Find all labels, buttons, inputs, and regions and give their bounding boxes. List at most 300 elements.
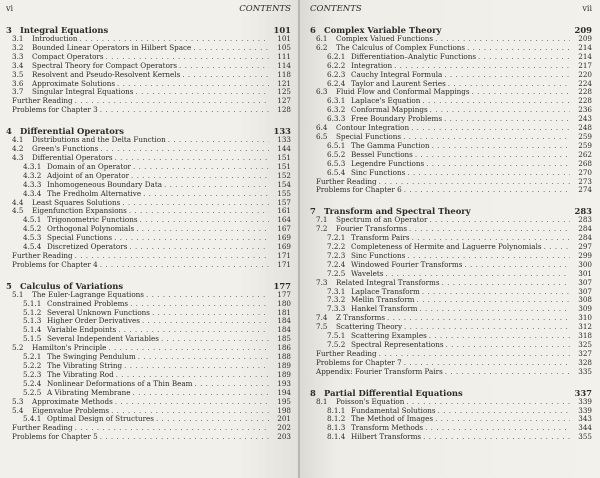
dot-leader <box>195 380 269 389</box>
entry-page: 217 <box>578 60 592 70</box>
entry-page: 203 <box>277 432 291 442</box>
entry-title: Spectrum of an Operator <box>336 215 428 225</box>
entry-number: 7.5.1 <box>327 331 346 341</box>
entry-page: 312 <box>578 322 592 332</box>
dot-leader <box>114 234 269 243</box>
dot-leader <box>140 216 269 225</box>
chapter-page: 283 <box>574 206 592 217</box>
dot-leader <box>467 44 570 53</box>
entry-page: 114 <box>277 60 291 70</box>
toc-right <box>310 25 592 442</box>
entry-title: Resolvent and Pseudo-Resolvent Kernels <box>32 69 181 79</box>
entry-title: Adjoint of an Operator <box>47 170 130 180</box>
entry-number: 7.3.1 <box>327 286 346 296</box>
dot-leader <box>138 353 269 362</box>
entry-title: Least Squares Solutions <box>32 197 121 207</box>
entry-title: Further Reading <box>316 176 377 186</box>
entry-number: 3.7 <box>12 87 24 97</box>
entry-page: 189 <box>277 361 291 370</box>
dot-leader <box>117 80 269 89</box>
entry-title: Further Reading <box>316 348 377 358</box>
entry-number: 6.3.3 <box>327 114 346 124</box>
entry-number: 3.3 <box>12 51 24 61</box>
entry-page: 325 <box>578 340 592 349</box>
entry-page: 167 <box>277 224 291 234</box>
entry-page: 180 <box>277 298 291 308</box>
entry-page: 300 <box>578 259 592 269</box>
entry-title: Cauchy Integral Formula <box>351 69 443 79</box>
entry-title: The Vibrating Rod <box>47 369 114 379</box>
entry-number: 6.2.3 <box>327 69 346 79</box>
entry-title: Hankel Transform <box>351 304 418 314</box>
entry-title: Hilbert Transforms <box>351 432 422 442</box>
chapter-title: Transform and Spectral Theory <box>324 206 471 217</box>
entry-page: 209 <box>578 34 592 43</box>
entry-page: 220 <box>578 69 592 79</box>
entry-title: Spectral Representations <box>351 340 444 349</box>
dot-leader <box>417 296 571 305</box>
entry-number: 5.1 <box>12 289 24 299</box>
dot-leader <box>404 186 570 195</box>
entry-number: 7.3.3 <box>327 304 346 314</box>
entry-page: 193 <box>277 378 291 388</box>
chapter-title: Partial Differential Equations <box>324 387 463 398</box>
entry-number: 5.1.2 <box>23 307 42 317</box>
entry-page: 259 <box>578 131 592 141</box>
entry-page: 128 <box>277 105 291 115</box>
entry-number: 7.5 <box>316 322 328 332</box>
chapter-number: 6 <box>310 25 316 35</box>
entry-number: 4.3.1 <box>23 161 42 171</box>
entry-number: 7.2.2 <box>327 242 346 252</box>
dot-leader <box>100 106 269 115</box>
entry-title: Legendre Functions <box>351 158 425 168</box>
entry-title: Approximate Solutions <box>32 78 116 88</box>
entry-number: 3.5 <box>12 69 24 79</box>
entry-page: 177 <box>277 289 291 299</box>
entry-title: Wavelets <box>351 268 384 278</box>
entry-number: 7.3.2 <box>327 295 346 305</box>
entry-page: 101 <box>277 34 291 43</box>
dot-leader <box>115 398 269 407</box>
entry-title: Complex Valued Functions <box>336 34 434 43</box>
dot-leader <box>168 136 269 145</box>
entry-page: 327 <box>578 348 592 358</box>
entry-page: 339 <box>578 405 592 415</box>
chapter-number: 8 <box>310 387 316 398</box>
chapter-title: Differential Operators <box>20 126 124 137</box>
entry-title: Fluid Flow and Conformal Mappings <box>336 87 470 97</box>
entry-page: 184 <box>277 316 291 326</box>
dot-leader <box>130 300 269 309</box>
entry-page: 339 <box>578 396 592 406</box>
entry-title: Laplace Transform <box>351 286 420 296</box>
entry-number: 7.4 <box>316 313 328 323</box>
dot-leader <box>387 314 570 323</box>
entry-page: 171 <box>277 250 291 260</box>
chapter-block <box>6 126 291 270</box>
entry-number: 3.2 <box>12 42 24 52</box>
entry-number: 5.3 <box>12 396 24 406</box>
entry-page: 194 <box>277 387 291 397</box>
entry-title: Scattering Examples <box>351 331 427 341</box>
entry-title: Mellin Transform <box>351 295 415 305</box>
entry-title: Constrained Problems <box>47 298 129 308</box>
chapter-number: 3 <box>6 25 12 35</box>
entry-title: Higher Order Derivatives <box>47 316 140 326</box>
entry-title: Compact Operators <box>32 51 104 61</box>
entry-page: 343 <box>578 414 592 424</box>
dot-leader <box>156 415 269 424</box>
entry-page: 202 <box>277 423 291 433</box>
entry-number: 6.5.4 <box>327 167 346 177</box>
entry-page: 184 <box>277 325 291 335</box>
entry-page: 248 <box>578 123 592 133</box>
entry-title: Appendix: Fourier Transform Pairs <box>316 366 443 376</box>
entry-page: 318 <box>578 331 592 341</box>
entry-title: Special Functions <box>47 233 113 243</box>
entry-page: 201 <box>277 414 291 424</box>
entry-page: 105 <box>277 42 291 52</box>
entry-page: 133 <box>277 135 291 145</box>
entry-title: Conformal Mappings <box>351 105 428 115</box>
entry-number: 6.2.2 <box>327 60 346 70</box>
dot-leader <box>411 124 570 133</box>
entry-number: 5.1.1 <box>23 298 42 308</box>
entry-title: Scattering Theory <box>336 322 403 332</box>
dot-leader <box>115 154 269 163</box>
entry-page: 283 <box>578 215 592 225</box>
entry-title: Laplace's Equation <box>351 96 421 106</box>
dot-leader <box>143 190 269 199</box>
entry-page: 186 <box>277 343 291 353</box>
dot-leader <box>179 62 269 71</box>
entry-page: 273 <box>578 176 592 186</box>
entry-number: 5.4 <box>12 405 24 415</box>
entry-page: 236 <box>578 105 592 115</box>
dot-leader <box>133 163 269 172</box>
dot-leader <box>164 181 269 190</box>
entry-page: 111 <box>277 51 291 61</box>
entry-number: 7.1 <box>316 215 328 225</box>
entry-title: Free Boundary Problems <box>351 114 443 124</box>
entry-page: 161 <box>277 206 291 216</box>
entry-title: Discretized Operators <box>47 242 128 252</box>
entry-title: Green's Functions <box>32 144 99 154</box>
entry-page: 262 <box>578 149 592 159</box>
entry-title: Orthogonal Polynomials <box>47 224 135 234</box>
dot-leader <box>100 433 269 442</box>
entry-title: Trigonometric Functions <box>47 215 138 225</box>
left-page <box>0 0 298 478</box>
entry-page: 164 <box>277 215 291 225</box>
chapter-number: 4 <box>6 126 12 137</box>
entry-title: Eigenfunction Expansions <box>32 206 127 216</box>
entry-page: 188 <box>277 352 291 362</box>
entry-title: Singular Integral Equations <box>32 87 134 97</box>
dot-leader <box>100 261 269 270</box>
entry-number: 6.5.2 <box>327 149 346 159</box>
entry-title: The Fredholm Alternative <box>47 188 142 198</box>
dot-leader <box>75 97 269 106</box>
dot-leader <box>444 115 570 124</box>
entry-number: 8.1.4 <box>327 432 346 442</box>
entry-number: 5.2.2 <box>23 361 42 370</box>
chapter-number: 7 <box>310 206 316 217</box>
entry-page: 344 <box>578 423 592 433</box>
entry-title: The Swinging Pendulum <box>47 352 136 362</box>
dot-leader <box>426 160 570 169</box>
entry-title: Fundamental Solutions <box>351 405 436 415</box>
entry-number: 5.2.5 <box>23 387 42 397</box>
chapter-page: 337 <box>574 387 592 398</box>
entry-page: 243 <box>578 114 592 124</box>
page-number: vi <box>6 4 14 13</box>
chapter-block <box>6 25 291 115</box>
entry-page: 268 <box>578 158 592 168</box>
entry-number: 7.2 <box>316 224 328 234</box>
page-number: vii <box>582 4 592 13</box>
entry-page: 189 <box>277 369 291 379</box>
entry-title: Spectral Theory for Compact Operators <box>32 60 178 70</box>
entry-page: 169 <box>277 233 291 243</box>
dot-leader <box>444 71 570 80</box>
entry-title: Introduction <box>32 34 78 43</box>
right-page <box>300 0 600 478</box>
entry-number: 5.2 <box>12 343 24 353</box>
entry-title: The Euler-Lagrange Equations <box>32 289 144 299</box>
chapter-title: Complex Variable Theory <box>324 25 442 35</box>
entry-page: 127 <box>277 96 291 106</box>
entry-page: 152 <box>277 170 291 180</box>
entry-number: 6.3 <box>316 87 328 97</box>
dot-leader <box>379 350 570 359</box>
entry-number: 5.4.1 <box>23 414 42 424</box>
chapter-title: Calculus of Variations <box>20 280 124 291</box>
dot-leader <box>415 151 570 160</box>
entry-page: 307 <box>578 286 592 296</box>
entry-number: 6.4 <box>316 123 328 133</box>
entry-title: Approximate Methods <box>32 396 113 406</box>
entry-number: 7.2.5 <box>327 268 346 278</box>
entry-page: 308 <box>578 295 592 305</box>
toc-entry <box>310 433 592 442</box>
entry-title: Poisson's Equation <box>336 396 405 406</box>
chapter-block <box>6 281 291 442</box>
entry-page: 198 <box>277 405 291 415</box>
entry-title: Contour Integration <box>336 123 410 133</box>
entry-page: 151 <box>277 152 291 162</box>
entry-page: 259 <box>578 140 592 150</box>
dot-leader <box>419 305 570 314</box>
dot-leader <box>409 225 570 234</box>
chapter-block <box>310 206 592 376</box>
entry-page: 309 <box>578 304 592 314</box>
entry-number: 4.2 <box>12 144 24 154</box>
dot-leader <box>422 288 570 297</box>
entry-page: 307 <box>578 277 592 287</box>
entry-title: Domain of an Operator <box>47 161 131 171</box>
dot-leader <box>75 424 269 433</box>
dot-leader <box>429 216 570 225</box>
entry-number: 8.1.2 <box>327 414 346 424</box>
entry-page: 335 <box>578 366 592 376</box>
dot-leader <box>442 279 570 288</box>
entry-page: 154 <box>277 179 291 189</box>
entry-number: 5.1.5 <box>23 334 42 344</box>
dot-leader <box>478 53 570 62</box>
entry-page: 118 <box>277 69 291 79</box>
dot-leader <box>161 335 269 344</box>
entry-number: 3.1 <box>12 34 24 43</box>
entry-number: 7.2.3 <box>327 250 346 260</box>
dot-leader <box>182 71 269 80</box>
entry-number: 6.5.3 <box>327 158 346 168</box>
entry-title: Several Independent Variables <box>47 334 159 344</box>
dot-leader <box>407 169 570 178</box>
entry-page: 328 <box>578 357 592 367</box>
dot-leader <box>472 88 570 97</box>
chapter-page: 133 <box>273 126 291 137</box>
entry-title: Problems for Chapter 5 <box>12 432 98 442</box>
entry-page: 171 <box>277 259 291 269</box>
entry-page: 169 <box>277 242 291 252</box>
entry-number: 4.3.4 <box>23 188 42 198</box>
entry-page: 155 <box>277 188 291 198</box>
entry-title: Problems for Chapter 7 <box>316 357 402 367</box>
chapter-number: 5 <box>6 280 12 291</box>
entry-number: 4.5.2 <box>23 224 42 234</box>
entry-page: 181 <box>277 307 291 317</box>
dot-leader <box>435 415 570 424</box>
entry-title: Distributions and the Delta Function <box>32 135 166 145</box>
entry-number: 4.5.1 <box>23 215 42 225</box>
dot-leader <box>136 88 270 97</box>
entry-number: 8.1.3 <box>327 423 346 433</box>
entry-number: 5.2.1 <box>23 352 42 362</box>
entry-number: 6.1 <box>316 34 328 43</box>
entry-title: Problems for Chapter 4 <box>12 259 98 269</box>
entry-number: 6.3.2 <box>327 105 346 115</box>
dot-leader <box>133 389 270 398</box>
toc-entry <box>310 186 592 195</box>
dot-leader <box>193 44 269 53</box>
entry-page: 355 <box>578 432 592 442</box>
entry-page: 195 <box>277 396 291 406</box>
entry-page: 297 <box>578 242 592 252</box>
dot-leader <box>129 243 269 252</box>
entry-title: Differentiation–Analytic Functions <box>351 51 477 61</box>
entry-page: 301 <box>578 268 592 278</box>
dot-leader <box>122 199 269 208</box>
entry-number: 6.5.1 <box>327 140 346 150</box>
entry-number: 6.2.4 <box>327 78 346 88</box>
chapter-page: 177 <box>273 280 291 291</box>
entry-number: 6.2 <box>316 42 328 52</box>
entry-number: 5.2.4 <box>23 378 42 388</box>
right-page-header <box>310 4 592 16</box>
entry-page: 270 <box>578 167 592 177</box>
entry-title: The Calculus of Complex Functions <box>336 42 466 52</box>
entry-page: 228 <box>578 87 592 97</box>
entry-title: Transform Pairs <box>351 233 410 243</box>
entry-number: 6.2.1 <box>327 51 346 61</box>
entry-number: 7.2.4 <box>327 259 346 269</box>
entry-title: Related Integral Transforms <box>336 277 440 287</box>
chapter-title: Integral Equations <box>20 25 109 35</box>
entry-number: 6.5 <box>316 131 328 141</box>
entry-title: A Vibrating Membrane <box>47 387 131 397</box>
dot-leader <box>464 261 570 270</box>
dot-leader <box>146 291 269 300</box>
entry-title: Completeness of Hermite and Laguerre Polynomials <box>351 242 542 252</box>
entry-page: 284 <box>578 233 592 243</box>
entry-number: 7.3 <box>316 277 328 287</box>
entry-page: 125 <box>277 87 291 97</box>
toc-left <box>6 25 291 442</box>
entry-number: 4.4 <box>12 197 24 207</box>
entry-title: Integration <box>351 60 393 70</box>
entry-number: 6.3.1 <box>327 96 346 106</box>
entry-page: 228 <box>578 96 592 106</box>
entry-title: Sinc Functions <box>351 250 406 260</box>
entry-number: 4.3.3 <box>23 179 42 189</box>
entry-title: Problems for Chapter 3 <box>12 105 98 115</box>
entry-number: 3.6 <box>12 78 24 88</box>
entry-number: 4.1 <box>12 135 24 145</box>
entry-number: 5.1.3 <box>23 316 42 326</box>
entry-page: 121 <box>277 78 291 88</box>
entry-title: Further Reading <box>12 423 73 433</box>
entry-title: Special Functions <box>336 131 402 141</box>
entry-page: 144 <box>277 144 291 154</box>
entry-title: Z Transforms <box>336 313 386 323</box>
entry-title: Inhomogeneous Boundary Data <box>47 179 162 189</box>
entry-page: 284 <box>578 224 592 234</box>
dot-leader <box>430 106 570 115</box>
dot-leader <box>432 142 570 151</box>
entry-title: Taylor and Laurent Series <box>351 78 446 88</box>
entry-title: The Vibrating String <box>47 361 123 370</box>
toc-entry <box>6 433 291 442</box>
entry-title: Further Reading <box>12 96 73 106</box>
dot-leader <box>404 323 570 332</box>
entry-page: 157 <box>277 197 291 207</box>
entry-title: Transform Methods <box>351 423 424 433</box>
running-head: CONTENTS <box>310 4 362 14</box>
entry-page: 224 <box>578 78 592 88</box>
entry-number: 4.5 <box>12 206 24 216</box>
entry-number: 4.3.2 <box>23 170 42 180</box>
toc-entry <box>310 368 592 377</box>
dot-leader <box>423 433 570 442</box>
dot-leader <box>100 145 269 154</box>
dot-leader <box>152 309 269 318</box>
dot-leader <box>438 407 570 416</box>
entry-title: Bessel Functions <box>351 149 413 159</box>
entry-title: Windowed Fourier Transforms <box>351 259 463 269</box>
dot-leader <box>75 252 269 261</box>
entry-number: 4.3 <box>12 152 24 162</box>
dot-leader <box>544 243 570 252</box>
dot-leader <box>422 97 570 106</box>
entry-page: 214 <box>578 51 592 61</box>
entry-title: Bounded Linear Operators in Hilbert Space <box>32 42 192 52</box>
dot-leader <box>425 424 570 433</box>
entry-title: Differential Operators <box>32 152 113 162</box>
chapter-block <box>310 388 592 443</box>
entry-title: The Method of Images <box>351 414 434 424</box>
